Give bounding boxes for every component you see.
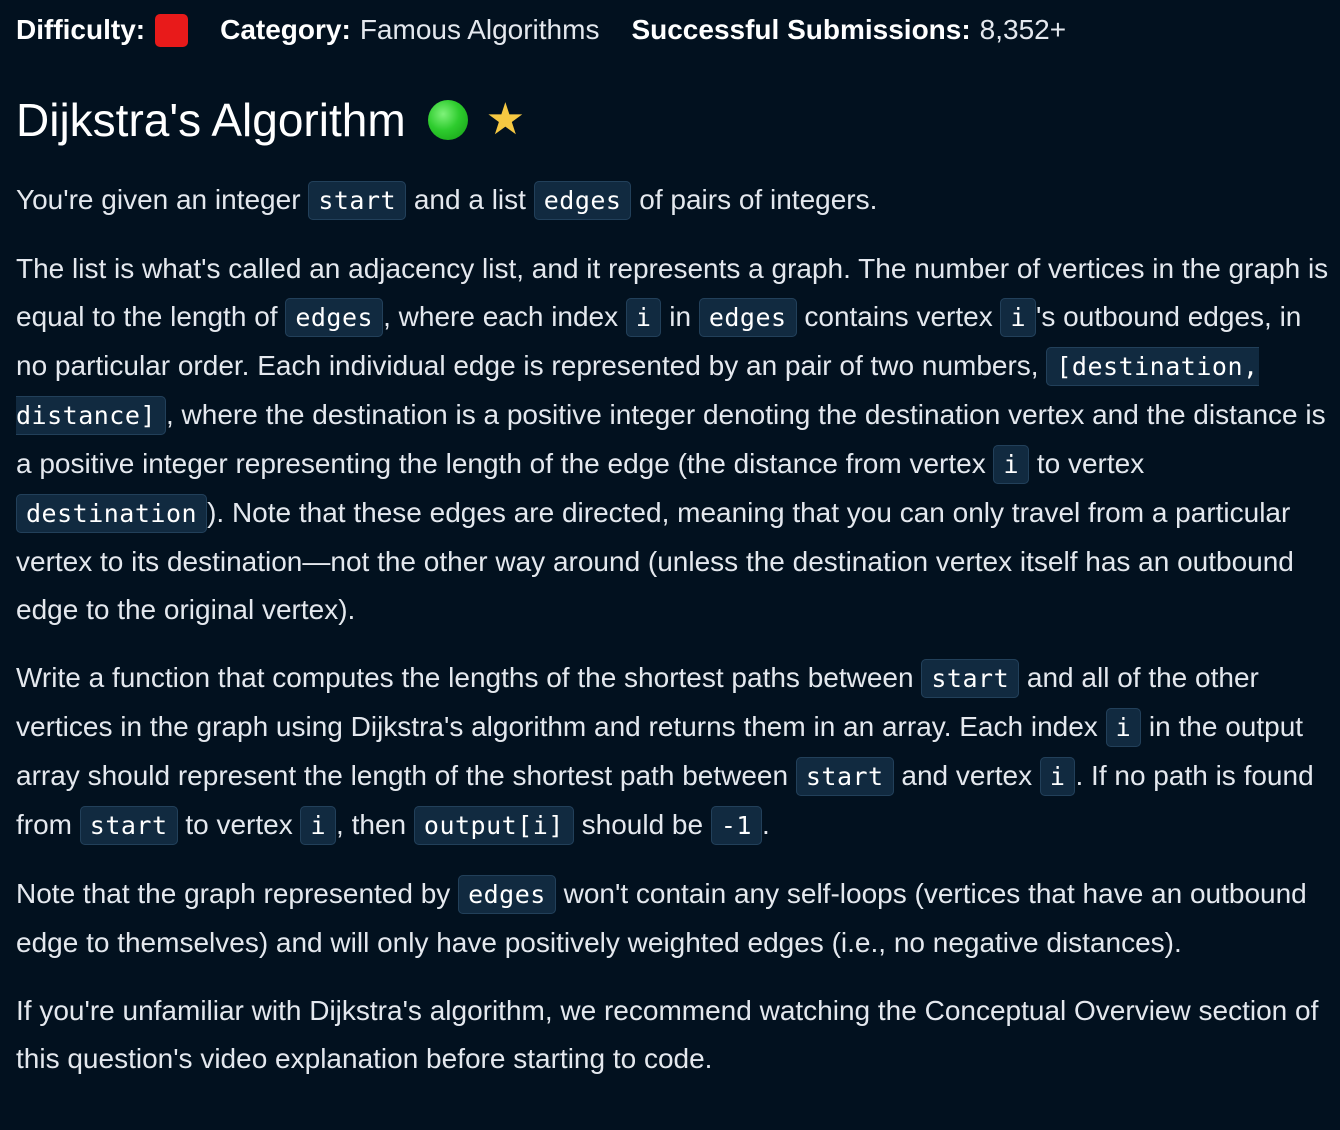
- category-label: Category:: [220, 14, 351, 45]
- paragraph-text: and a list: [406, 184, 534, 215]
- paragraph-text: ). Note that these edges are directed, meaning that you can only travel from a particular vertex to its destination—not the other way around (unless the destination vertex itself has an outbound edge to the original vertex).: [16, 497, 1294, 625]
- inline-code: i: [1000, 298, 1036, 337]
- difficulty-label: Difficulty:: [16, 14, 146, 45]
- paragraph-text: Note that the graph represented by: [16, 878, 459, 909]
- submissions-label: Successful Submissions:: [631, 14, 971, 45]
- inline-code: i: [1106, 708, 1142, 747]
- inline-code: edges: [285, 298, 383, 337]
- description-paragraph: [16, 245, 1334, 634]
- paragraph-text: The list is what's called an adjacency list, and it represents a graph. The number of vertices in the graph is equal to the length of: [16, 253, 1329, 332]
- paragraph-text: . If no path is found from: [16, 760, 1314, 840]
- paragraph-text: contains vertex: [796, 301, 1001, 332]
- inline-code: i: [300, 806, 336, 845]
- inline-code: start: [796, 757, 894, 796]
- paragraph-text: Write a function that computes the lengths of the shortest paths between: [16, 662, 922, 693]
- paragraph-text: 's outbound edges, in no particular order. Each individual edge is represented by an pair of two numbers,: [16, 301, 1302, 381]
- inline-code: i: [626, 298, 662, 337]
- inline-code: edges: [699, 298, 797, 337]
- completed-status-icon: [428, 100, 468, 140]
- paragraph-text: of pairs of integers.: [631, 184, 878, 215]
- inline-code: destination: [16, 494, 207, 533]
- page-title: Dijkstra's Algorithm: [16, 94, 406, 146]
- category-value: Famous Algorithms: [359, 14, 600, 45]
- description-paragraph: [16, 176, 1334, 225]
- inline-code: -1: [711, 806, 762, 845]
- inline-code: start: [80, 806, 178, 845]
- paragraph-text: and all of the other vertices in the graph using Dijkstra's algorithm and returns them in an array. Each index: [16, 662, 1259, 742]
- inline-code: [destination, distance]: [16, 347, 1259, 435]
- inline-code: i: [1040, 757, 1076, 796]
- paragraph-text: to vertex: [177, 809, 301, 840]
- inline-code: i: [993, 445, 1029, 484]
- paragraph-text: If you're unfamiliar with Dijkstra's algorithm, we recommend watching the Conceptual Overview section of this question's video explanation before starting to code.: [16, 995, 1319, 1074]
- problem-description: [16, 176, 1334, 1103]
- problem-meta-bar: [16, 8, 1066, 52]
- paragraph-text: in the output array should represent the length of the shortest path between: [16, 711, 1304, 791]
- paragraph-text: to vertex: [1029, 448, 1145, 479]
- description-paragraph: [16, 654, 1334, 850]
- paragraph-text: , where the destination is a positive integer denoting the destination vertex and the distance is a positive integer representing the length of the edge (the distance from vertex: [16, 399, 1326, 479]
- paragraph-text: .: [761, 809, 770, 840]
- submissions-value: 8,352+: [979, 14, 1067, 45]
- paragraph-text: and vertex: [893, 760, 1040, 791]
- star-icon[interactable]: ★: [485, 95, 526, 144]
- inline-code: start: [921, 659, 1019, 698]
- paragraph-text: in: [661, 301, 699, 332]
- description-paragraph: [16, 987, 1334, 1083]
- title-row: [16, 88, 525, 152]
- inline-code: start: [308, 181, 406, 220]
- paragraph-text: , where each index: [383, 301, 626, 332]
- paragraph-text: won't contain any self-loops (vertices that have an outbound edge to themselves) and will only have positively weighted edges (i.e., no negative distances).: [16, 878, 1307, 958]
- inline-code: edges: [458, 875, 556, 914]
- description-paragraph: [16, 870, 1334, 967]
- inline-code: output[i]: [414, 806, 574, 845]
- paragraph-text: You're given an integer: [16, 184, 309, 215]
- inline-code: edges: [534, 181, 632, 220]
- paragraph-text: should be: [573, 809, 711, 840]
- difficulty-hard-icon: [155, 14, 188, 47]
- paragraph-text: , then: [336, 809, 414, 840]
